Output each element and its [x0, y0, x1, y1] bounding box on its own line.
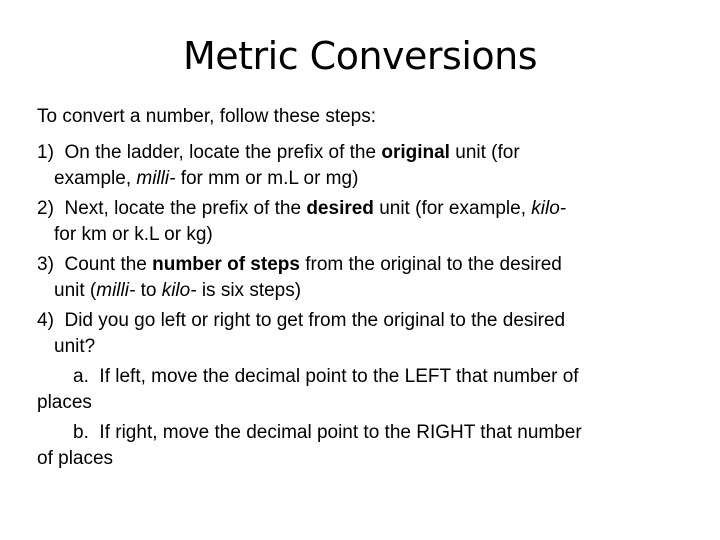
substep-a: [37, 364, 677, 416]
emphasis-desired: desired: [306, 198, 374, 219]
step-4-line-1: 4) Did you go left or right to get from the original to the desired: [37, 310, 566, 331]
step-3: [37, 252, 677, 304]
prefix-kilo: kilo-: [161, 280, 197, 301]
step-2-line-2: for km or k.L or kg): [54, 224, 213, 245]
step-number: 3): [37, 254, 54, 275]
step-1-line-2: example, milli- for mm or m.L or mg): [54, 168, 359, 189]
substep-b-line-1: b. If right, move the decimal point to the RIGHT that number: [73, 422, 582, 443]
step-3-line-1: 3) Count the number of steps from the original to the desired: [37, 254, 562, 275]
step-2: [37, 196, 677, 248]
substep-letter: a.: [73, 366, 89, 387]
prefix-milli: milli-: [96, 280, 136, 301]
step-number: 2): [37, 198, 54, 219]
emphasis-original: original: [381, 142, 450, 163]
step-3-line-2: unit (milli- to kilo- is six steps): [54, 280, 302, 301]
slide-title: Metric Conversions: [182, 34, 538, 78]
substep-b-line-2: of places: [37, 448, 114, 469]
prefix-milli: milli-: [136, 168, 176, 189]
step-number: 1): [37, 142, 54, 163]
step-4-line-2: unit?: [54, 336, 96, 357]
slide-content: [37, 104, 677, 472]
substep-a-line-1: a. If left, move the decimal point to the LEFT that number of: [73, 366, 579, 387]
step-number: 4): [37, 310, 54, 331]
step-1: [37, 140, 677, 192]
substep-b: [37, 420, 677, 472]
substep-a-line-2: places: [37, 392, 92, 413]
intro-text: To convert a number, follow these steps:: [37, 106, 377, 127]
emphasis-number-of-steps: number of steps: [152, 254, 300, 275]
step-1-line-1: 1) On the ladder, locate the prefix of the original unit (for: [37, 142, 520, 163]
prefix-kilo: kilo-: [531, 198, 567, 219]
step-4: [37, 308, 677, 360]
step-2-line-1: 2) Next, locate the prefix of the desired unit (for example, kilo-: [37, 198, 567, 219]
substep-letter: b.: [73, 422, 89, 443]
